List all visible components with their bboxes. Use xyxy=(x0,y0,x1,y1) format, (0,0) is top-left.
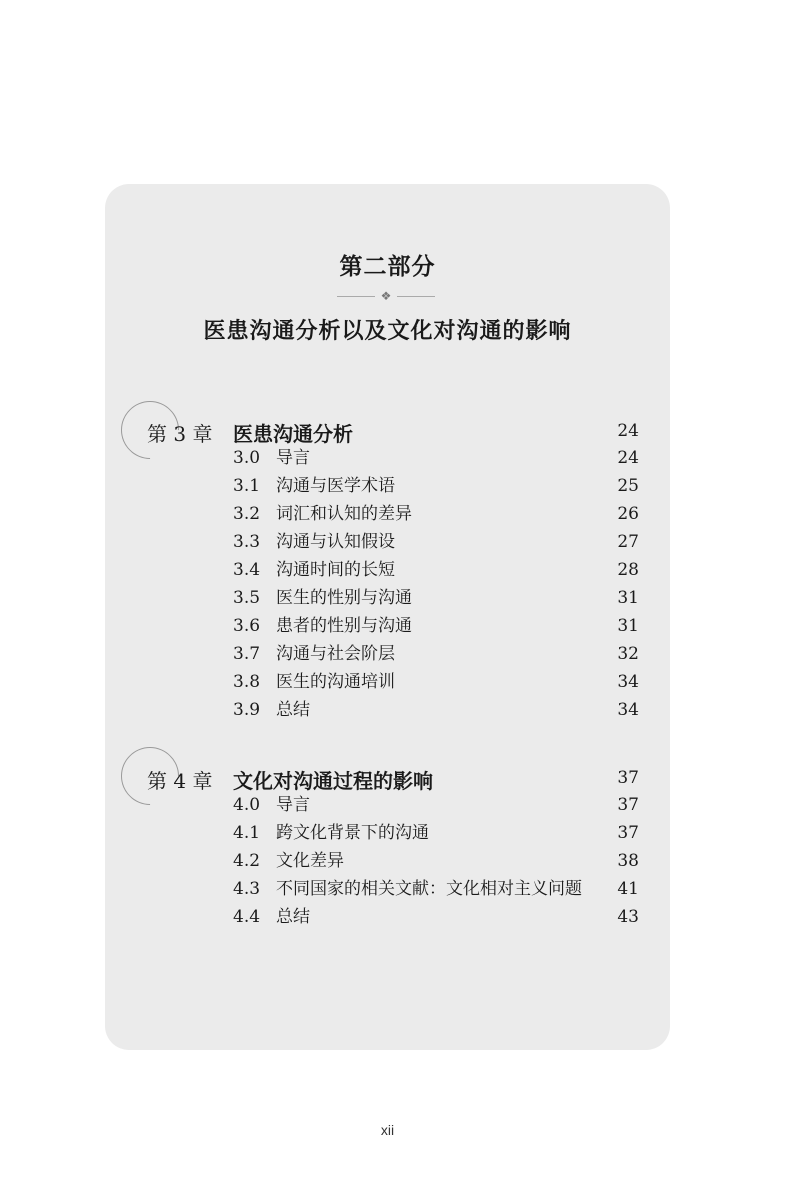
part-title: 第二部分 xyxy=(339,253,436,280)
toc-section-row[interactable] xyxy=(233,875,639,903)
chapter-3-page: 24 xyxy=(617,421,639,441)
toc-section-row[interactable] xyxy=(233,528,639,556)
section-title[interactable]: 跨文化背景下的沟通 xyxy=(276,823,429,843)
section-number: 4.3 xyxy=(233,879,261,899)
toc-section-row[interactable] xyxy=(233,847,639,875)
chapter-4-label: 第 4 章 xyxy=(147,769,213,793)
toc-section-row[interactable] xyxy=(233,696,639,724)
section-page: 43 xyxy=(617,907,639,927)
section-title[interactable]: 医生的沟通培训 xyxy=(276,672,395,692)
toc-section-row[interactable] xyxy=(233,668,639,696)
chapter-3-title[interactable]: 医患沟通分析 xyxy=(233,422,353,446)
section-title[interactable]: 导言 xyxy=(276,795,310,815)
section-title[interactable]: 沟通时间的长短 xyxy=(276,560,395,580)
section-number: 3.2 xyxy=(233,504,261,524)
section-title[interactable]: 词汇和认知的差异 xyxy=(276,504,412,524)
toc-section-row[interactable] xyxy=(233,556,639,584)
section-number: 3.0 xyxy=(233,448,261,468)
section-page: 31 xyxy=(617,616,639,636)
toc-section-row[interactable] xyxy=(233,612,639,640)
toc-section-row[interactable] xyxy=(233,472,639,500)
section-page: 41 xyxy=(617,879,639,899)
section-title[interactable]: 患者的性别与沟通 xyxy=(276,616,412,636)
section-page: 37 xyxy=(617,823,639,843)
section-number: 4.4 xyxy=(233,907,261,927)
section-page: 38 xyxy=(617,851,639,871)
toc-section-row[interactable] xyxy=(233,500,639,528)
section-page: 31 xyxy=(617,588,639,608)
section-title[interactable]: 导言 xyxy=(276,448,310,468)
page-number: xii xyxy=(380,1122,395,1138)
divider-line-right xyxy=(397,296,435,297)
section-number: 3.7 xyxy=(233,644,261,664)
section-title[interactable]: 医生的性别与沟通 xyxy=(276,588,412,608)
fleuron-icon: ❖ xyxy=(380,289,392,303)
section-page: 26 xyxy=(617,504,639,524)
section-number: 4.0 xyxy=(233,795,261,815)
section-page: 24 xyxy=(617,448,639,468)
chapter-4-page: 37 xyxy=(617,768,639,788)
section-page: 25 xyxy=(617,476,639,496)
section-number: 3.9 xyxy=(233,700,261,720)
toc-section-row[interactable] xyxy=(233,791,639,819)
chapter-4-title[interactable]: 文化对沟通过程的影响 xyxy=(233,769,433,793)
toc-section-row[interactable] xyxy=(233,903,639,931)
title-divider xyxy=(337,290,435,302)
toc-section-row[interactable] xyxy=(233,444,639,472)
section-page: 34 xyxy=(617,672,639,692)
section-page: 27 xyxy=(617,532,639,552)
chapter-3-label: 第 3 章 xyxy=(147,422,213,446)
section-number: 3.8 xyxy=(233,672,261,692)
section-page: 32 xyxy=(617,644,639,664)
section-number: 3.5 xyxy=(233,588,261,608)
section-title[interactable]: 沟通与社会阶层 xyxy=(276,644,395,664)
section-number: 4.1 xyxy=(233,823,261,843)
toc-section-row[interactable] xyxy=(233,584,639,612)
toc-section-row[interactable] xyxy=(233,640,639,668)
section-title[interactable]: 沟通与医学术语 xyxy=(276,476,395,496)
toc-section-row[interactable] xyxy=(233,819,639,847)
section-title[interactable]: 文化差异 xyxy=(276,851,344,871)
section-number: 4.2 xyxy=(233,851,261,871)
section-title[interactable]: 不同国家的相关文献：文化相对主义问题 xyxy=(276,879,582,899)
section-number: 3.6 xyxy=(233,616,261,636)
section-page: 34 xyxy=(617,700,639,720)
section-number: 3.3 xyxy=(233,532,261,552)
section-number: 3.4 xyxy=(233,560,261,580)
section-title[interactable]: 总结 xyxy=(276,907,310,927)
section-page: 37 xyxy=(617,795,639,815)
divider-line-left xyxy=(337,296,375,297)
section-title[interactable]: 总结 xyxy=(276,700,310,720)
part-subtitle: 医患沟通分析以及文化对沟通的影响 xyxy=(203,318,572,344)
section-title[interactable]: 沟通与认知假设 xyxy=(276,532,395,552)
section-page: 28 xyxy=(617,560,639,580)
section-number: 3.1 xyxy=(233,476,261,496)
